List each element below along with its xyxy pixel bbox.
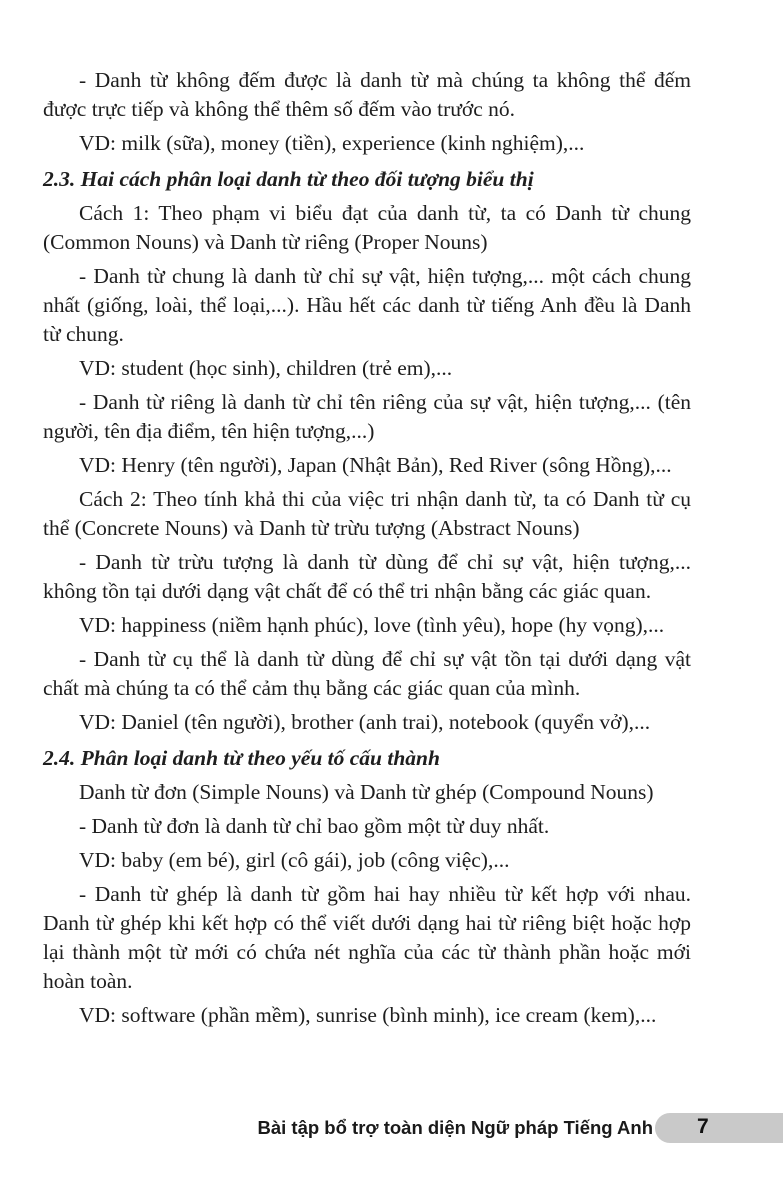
section-heading-2-4: 2.4. Phân loại danh từ theo yếu tố cấu thành	[43, 746, 440, 770]
example-simple-noun: VD: baby (em bé), girl (cô gái), job (công việc),...	[79, 848, 510, 872]
paragraph-uncountable-definition: - Danh từ không đếm được là danh từ mà chúng ta không thể đếm được trực tiếp và không thể thêm số đếm vào trước nó.	[43, 68, 691, 121]
paragraph-common-noun-definition: - Danh từ chung là danh từ chỉ sự vật, hiện tượng,... một cách chung nhất (giống, loài, thể loại,...). Hầu hết các danh từ tiếng Anh đều là Danh từ chung.	[43, 264, 691, 346]
example-uncountable: VD: milk (sữa), money (tiền), experience (kinh nghiệm),...	[79, 131, 585, 155]
paragraph-simple-compound: Danh từ đơn (Simple Nouns) và Danh từ ghép (Compound Nouns)	[79, 780, 654, 804]
paragraph-simple-noun-definition: - Danh từ đơn là danh từ chỉ bao gồm một từ duy nhất.	[79, 814, 550, 838]
page-body	[43, 66, 691, 1030]
example-compound-noun: VD: software (phần mềm), sunrise (bình minh), ice cream (kem),...	[79, 1003, 657, 1027]
example-concrete-noun: VD: Daniel (tên người), brother (anh trai), notebook (quyển vở),...	[79, 710, 651, 734]
paragraph-abstract-noun-definition: - Danh từ trừu tượng là danh từ dùng để chỉ sự vật, hiện tượng,... không tồn tại dưới dạng vật chất để có thể tri nhận bằng các giác quan.	[43, 550, 691, 603]
page-number: 7	[697, 1115, 709, 1138]
section-heading-2-3: 2.3. Hai cách phân loại danh từ theo đối tượng biểu thị	[43, 167, 534, 191]
paragraph-compound-noun-definition: - Danh từ ghép là danh từ gồm hai hay nhiều từ kết hợp với nhau. Danh từ ghép khi kết hợp có thể viết dưới dạng hai từ riêng biệt hoặc hợp lại thành một từ mới có chứa nét nghĩa của các từ thành phần hoặc mới hoàn toàn.	[43, 882, 691, 993]
page-number-tab	[655, 1113, 783, 1143]
page-footer	[0, 1113, 783, 1147]
paragraph-proper-noun-definition: - Danh từ riêng là danh từ chỉ tên riêng của sự vật, hiện tượng,... (tên người, tên địa điểm, tên hiện tượng,...)	[43, 390, 691, 443]
paragraph-concrete-noun-definition: - Danh từ cụ thể là danh từ dùng để chỉ sự vật tồn tại dưới dạng vật chất mà chúng ta có thể cảm thụ bằng các giác quan của mình.	[43, 647, 691, 700]
paragraph-method-1: Cách 1: Theo phạm vi biểu đạt của danh từ, ta có Danh từ chung (Common Nouns) và Danh từ riêng (Proper Nouns)	[43, 201, 691, 254]
book-title: Bài tập bổ trợ toàn diện Ngữ pháp Tiếng Anh	[257, 1117, 653, 1138]
example-common-noun: VD: student (học sinh), children (trẻ em),...	[79, 356, 453, 380]
example-abstract-noun: VD: happiness (niềm hạnh phúc), love (tình yêu), hope (hy vọng),...	[79, 613, 665, 637]
example-proper-noun: VD: Henry (tên người), Japan (Nhật Bản), Red River (sông Hồng),...	[79, 453, 672, 477]
paragraph-method-2: Cách 2: Theo tính khả thi của việc tri nhận danh từ, ta có Danh từ cụ thể (Concrete Nouns) và Danh từ trừu tượng (Abstract Nouns)	[43, 487, 691, 540]
